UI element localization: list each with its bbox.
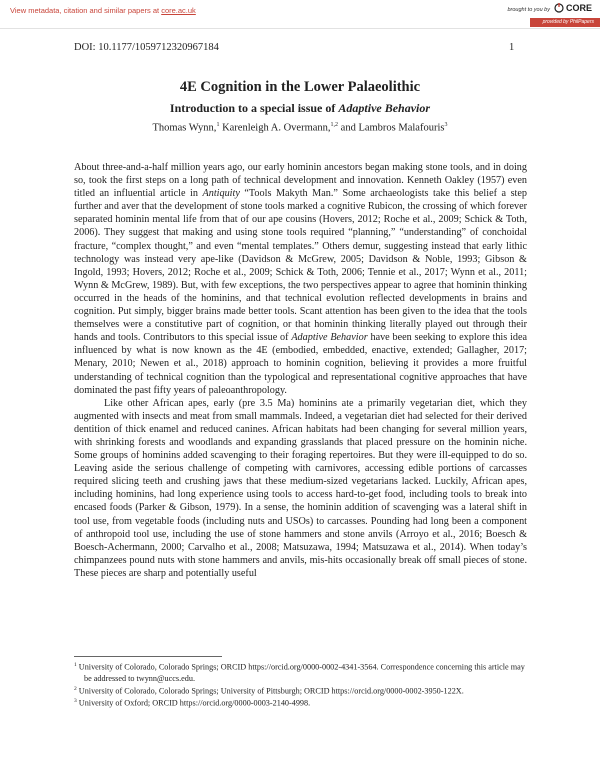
provided-by-badge[interactable]: provided by PhilPapers: [530, 18, 600, 27]
core-banner: [0, 0, 600, 29]
paragraph-2: Like other African apes, early (pre 3.5 Ma) hominins ate a primarily vegetarian diet, which they augmented with insects and meat from small mammals. Indeed, a vegetarian diet had selected for their derived dentition of thick enamel and reduced canines. African habitats had been changing for several million years, with shrinking forests and woodlands and expanding grasslands that placed pressure on the hominin niche. Some groups of hominins added scavenging to their foraging repertoires. But they were ill-equipped to do so. Leaving aside the serious challenge of competing with carnivores, accessing edible portions of carcasses required slicing teeth and crushing jaws that these medium-sized vegetarians lacked. Luckily, African apes, including hominins, had long experience using tools to access hard-to-get food, including tools to break into encased foods (Parker & Gibson, 1979). In a sense, the hominin addition of scavenging was a lateral shift in tool use, from vegetable foods (including nuts and USOs) to carcasses. Pounding had long been a component of anthropoid tool use, including the use of stone hammers and stone anvils (Arroyo et al., 2016; Boesch & Boesch-Achermann, 2000; Carvalho et al., 2008; Matsuzawa, 1994; Matsuzawa et al., 2014). When today’s chimpanzees pound nuts with stone hammers and anvils, mis-hits occasionally break off small pieces of stone. These pieces are sharp and potentially useful: [74, 397, 527, 579]
footnote-1-text: University of Colorado, Colorado Springs; ORCID https://orcid.org/0000-0002-4341-3564. Correspondence concerning this article may be addressed to twynn@uccs.edu.: [76, 662, 525, 683]
author-2: Karenleigh A. Overmann,: [219, 122, 331, 134]
footnote-3: [74, 696, 527, 709]
core-link-site: core.ac.uk: [161, 6, 196, 15]
author-1-affil: 1: [216, 122, 220, 128]
author-3: and Lambros Malafouris: [338, 122, 445, 134]
author-3-affil: 3: [444, 122, 448, 128]
p1-italic-journal: Adaptive Behavior: [291, 332, 368, 344]
footnote-1: [74, 660, 527, 684]
footnote-2-text: University of Colorado, Colorado Springs; University of Pittsburgh; ORCID https://orcid.org/0000-0002-3950-122X.: [76, 686, 464, 696]
footnotes: [74, 660, 527, 709]
footnote-3-number: 3: [74, 698, 77, 705]
p1-italic-antiquity: Antiquity: [202, 188, 240, 200]
core-logo-text: CORE: [565, 3, 592, 13]
core-logo-icon: [554, 3, 564, 13]
paragraph-1: [74, 161, 527, 397]
subtitle-journal: Adaptive Behavior: [338, 101, 431, 115]
core-logo[interactable]: [554, 3, 592, 13]
footnote-2: [74, 684, 527, 697]
p1-text-c: have been seeking to explore this idea influenced by what is now known as the 4E (embodied, embedded, enactive, extended; Gallagher, 2017; Menary, 2010; Newen et al., 2018) approach to hominin cognition, believing it provides a more fruitful understanding of technical cognition than the typological and representational cognitive approaches that have dominated the past fifty years of paleoanthropology.: [74, 332, 527, 396]
paper-title: 4E Cognition in the Lower Palaeolithic: [179, 79, 421, 95]
p1-text-b: “Tools Makyth Man.” Some archaeologists take this belief a step further and aver that the development of stone tools marked a cognitive Rubicon, the crossing of which forever separated hominin mental life from that of our ape cousins (Hovers, 2012; Roche et al., 2009; Schick & Toth, 2006). They suggest that making and using stone tools required “planning,” “understanding” of conchoidal fracture, “complex thought,” and even “mental templates.” Others demur, suggesting instead that early lithic technology was instead very ape-like (Davidson & McGrew, 2005; Davidson & Noble, 1993; Gibson & Ingold, 1993; Hovers, 2012; Roche et al., 2009; Schick & Toth, 2006; Tennie et al., 2017; Wynn et al., 2011; Wynn & McGrew, 1989). But, with few exceptions, the two perspectives appear to agree that hominin thinking occurred in the heads of the hominins, and that technical evolution reflected developments in brains and cognition. Put simply, bigger brains made better tools. Scant attention has been given to the idea that the tools themselves were a constitutive part of cognition, or that hominin thinking literally played out through their hands and tools. Contributors to this special issue of: [74, 188, 527, 344]
core-link-prefix: View metadata, citation and similar papers at: [10, 6, 162, 15]
p1-text-a: About three-and-a-half million years ago, our early hominin ancestors began making stone tools, and in doing so, took the first steps on a long path of technical development and innovation. Kenneth Oakley (1957) even titled an influential article in: [74, 162, 527, 200]
footnote-2-number: 2: [74, 685, 77, 692]
article-body: [74, 161, 527, 580]
author-1: Thomas Wynn,: [152, 122, 217, 134]
brought-to-you-by: brought to you by: [507, 7, 550, 13]
footnote-divider: [74, 656, 222, 657]
subtitle-prefix: Introduction to a special issue of: [169, 101, 339, 115]
author-list: [0, 122, 600, 134]
footnote-1-number: 1: [74, 662, 77, 668]
core-metadata-link[interactable]: [10, 6, 196, 15]
page-number: 1: [509, 42, 515, 53]
footnote-3-text: University of Oxford; ORCID https://orcid.org/0000-0003-2140-4998.: [76, 699, 311, 709]
doi-line: DOI: 10.1177/1059712320967184: [74, 42, 219, 53]
paper-subtitle: [0, 101, 600, 116]
author-2-affil: 1,2: [330, 122, 339, 128]
